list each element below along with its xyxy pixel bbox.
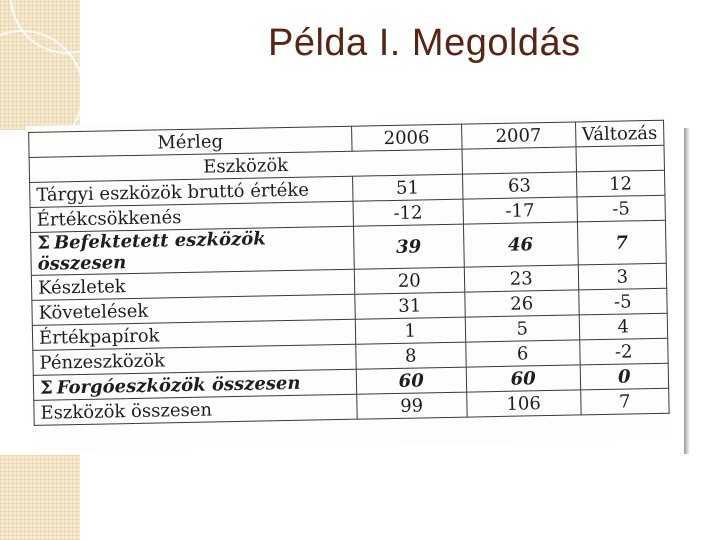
row-label-text: Készletek xyxy=(37,275,126,299)
value-change: 0 xyxy=(580,363,669,390)
row-label-text: Tárgyi eszközök bruttó értéke xyxy=(36,179,310,206)
value-2006: -12 xyxy=(353,199,464,226)
row-label-text: Pénzeszközök xyxy=(39,349,166,374)
scanned-balance-sheet xyxy=(26,114,672,452)
header-2006: 2006 xyxy=(351,124,462,151)
value-2007: 46 xyxy=(463,222,578,267)
sigma-icon: Σ xyxy=(39,377,53,399)
row-label xyxy=(34,394,357,425)
value-2007: -17 xyxy=(463,197,577,224)
corner-decoration-bottom xyxy=(0,455,80,540)
value-change: 7 xyxy=(577,220,666,265)
value-2006: 99 xyxy=(356,392,467,419)
value-2006: 31 xyxy=(355,292,466,319)
slide-title: Példa I. Megoldás xyxy=(268,22,581,64)
row-label-text: Értékpapírok xyxy=(38,324,160,349)
row-label-text: Követelések xyxy=(38,300,149,324)
header-2007: 2007 xyxy=(461,122,575,149)
value-2006: 60 xyxy=(356,367,467,394)
row-label xyxy=(31,226,355,275)
empty-cell xyxy=(576,145,665,172)
sigma-icon: Σ xyxy=(37,232,51,254)
row-label-text: Befektetett eszközök összesen xyxy=(37,228,266,275)
value-2006: 1 xyxy=(355,317,466,344)
empty-cell xyxy=(462,147,576,174)
value-change: -2 xyxy=(579,338,668,365)
value-2006: 20 xyxy=(354,267,465,294)
value-2007: 63 xyxy=(462,172,576,199)
header-valtozas: Változás xyxy=(575,120,664,147)
value-2007: 106 xyxy=(466,390,580,417)
value-change: 3 xyxy=(578,263,667,290)
value-change: -5 xyxy=(577,195,666,222)
value-2006: 39 xyxy=(353,224,464,269)
row-label-text: Értékcsökkenés xyxy=(36,206,182,231)
value-change: 7 xyxy=(580,388,669,415)
corner-decoration-top xyxy=(0,0,80,130)
value-2007: 60 xyxy=(466,365,580,392)
section-eszkozok: Eszközök xyxy=(29,149,462,182)
row-label-text: Eszközök összesen xyxy=(40,398,213,424)
value-2007: 6 xyxy=(466,340,580,367)
table-body xyxy=(30,170,670,425)
header-merleg: Mérleg xyxy=(29,126,352,157)
value-2007: 5 xyxy=(465,315,579,342)
balance-sheet-table xyxy=(28,120,670,426)
value-change: -5 xyxy=(578,288,667,315)
value-2007: 26 xyxy=(465,290,579,317)
value-2006: 51 xyxy=(352,174,463,201)
value-change: 12 xyxy=(576,170,665,197)
value-2007: 23 xyxy=(464,265,578,292)
row-label-text: Forgóeszközök összesen xyxy=(56,372,301,398)
value-change: 4 xyxy=(579,313,668,340)
value-2006: 8 xyxy=(355,342,466,369)
scan-edge-shadow xyxy=(684,128,690,454)
